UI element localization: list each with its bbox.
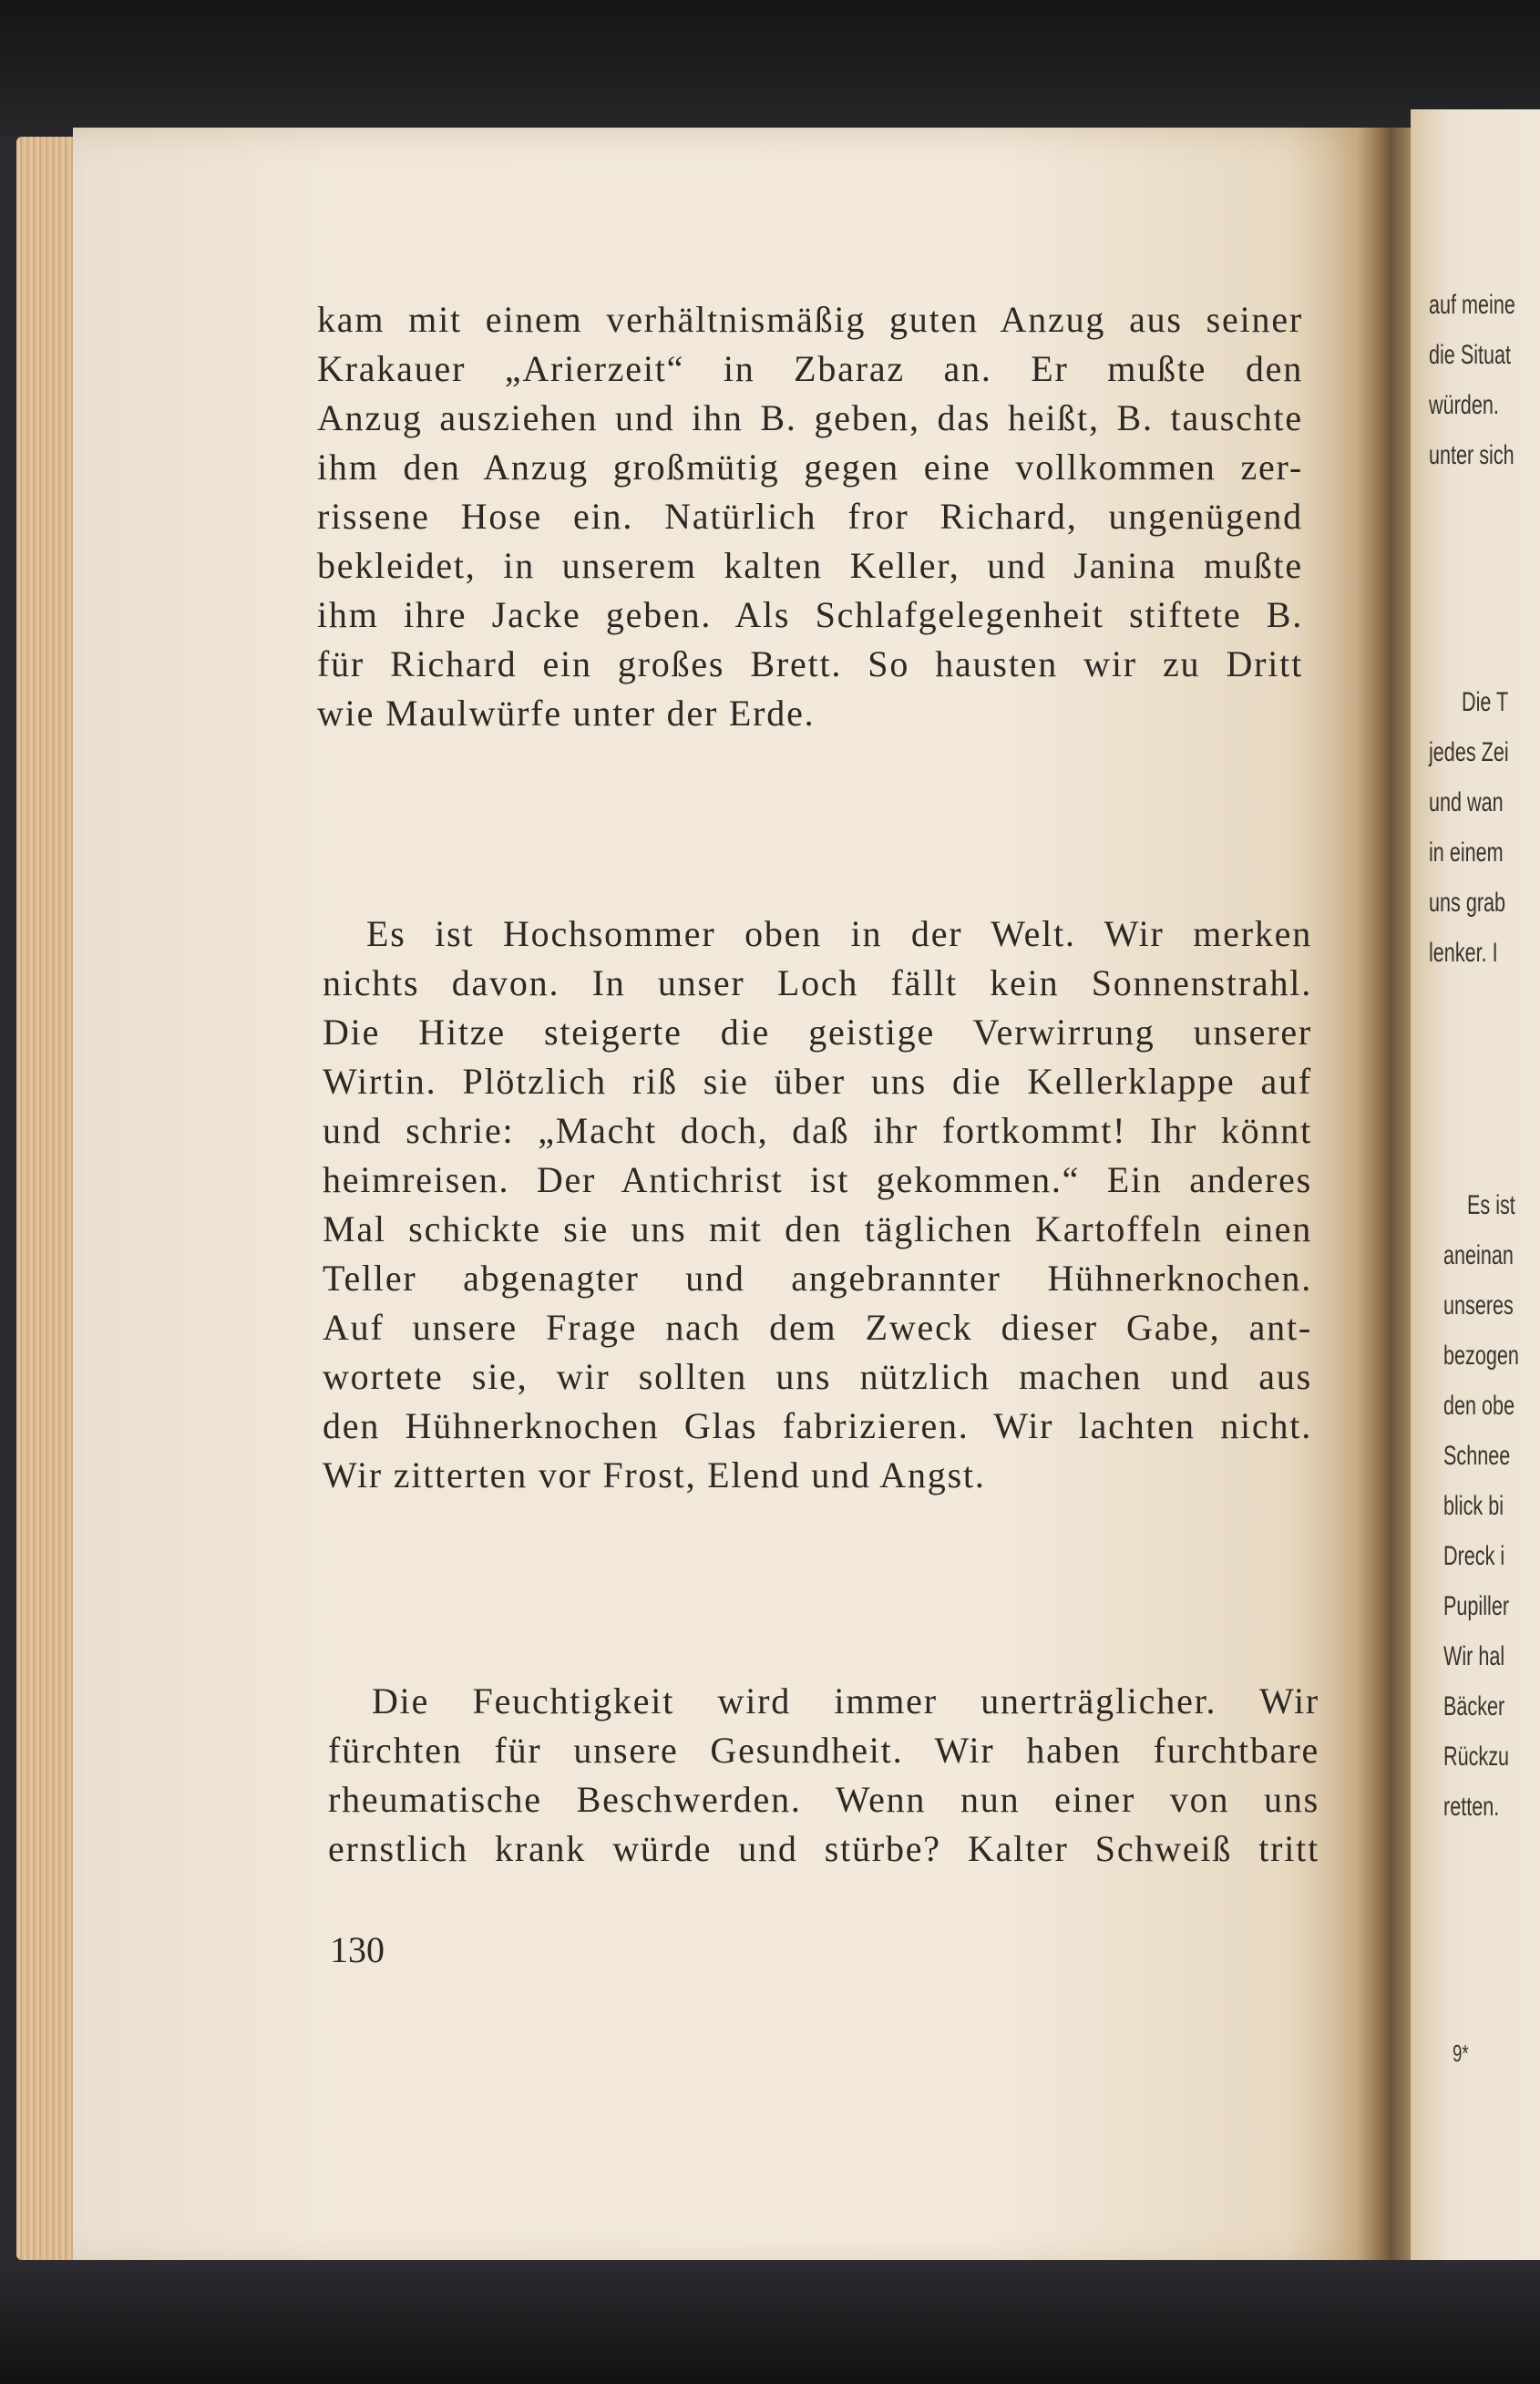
text-line: nichts davon. In unser Loch fällt kein Sonnenstrahl. [323, 962, 1312, 1003]
right-page-text-fragment: würden. [1429, 390, 1499, 420]
right-page-text-fragment: und wan [1429, 787, 1504, 817]
text-line: Die Hitze steigerte die geistige Verwirrung unserer [323, 1012, 1312, 1053]
right-page-text-fragment: auf meine [1429, 290, 1515, 320]
right-page-text-fragment: Wir hal [1443, 1641, 1505, 1671]
right-page-text-fragment: Rückzu [1443, 1742, 1510, 1772]
text-line: kam mit einem verhältnismäßig guten Anzug aus seiner [317, 299, 1303, 340]
text-line: Die Feuchtigkeit wird immer unerträglicher. Wir [372, 1680, 1319, 1721]
text-line: Anzug ausziehen und ihn B. geben, das heißt, B. tauschte [317, 397, 1303, 438]
text-line: bekleidet, in unserem kalten Keller, und Janina mußte [317, 545, 1303, 586]
right-page-text-fragment: in einem [1429, 837, 1504, 868]
text-line: und schrie: „Macht doch, daß ihr fortkommt! Ihr könnt [323, 1110, 1312, 1151]
right-page-text-fragment: Die T [1462, 687, 1509, 717]
right-page-text-fragment: Bäcker [1443, 1691, 1505, 1721]
paragraph-1 [317, 295, 1303, 738]
right-page-text-fragment: retten. [1443, 1792, 1500, 1822]
right-page-text-fragment: jedes Zei [1429, 737, 1509, 767]
right-page-text-fragment: unseres [1443, 1290, 1514, 1320]
right-page-text-fragment: die Situat [1429, 340, 1512, 370]
right-page-text-fragment: den obe [1443, 1391, 1515, 1421]
text-line: heimreisen. Der Antichrist ist gekommen.“ Ein anderes [323, 1159, 1312, 1200]
text-line: den Hühnerknochen Glas fabrizieren. Wir lachten nicht. [323, 1405, 1312, 1446]
right-page-text-fragment: bezogen [1443, 1341, 1519, 1371]
right-page-text-fragment: Dreck i [1443, 1541, 1505, 1571]
text-line: rissene Hose ein. Natürlich fror Richard, ungenügend [317, 496, 1303, 537]
text-line: Wir zitterten vor Frost, Elend und Angst. [323, 1454, 986, 1495]
text-line: ihm den Anzug großmütig gegen eine vollkommen zer- [317, 447, 1303, 488]
text-line: ernstlich krank würde und stürbe? Kalter Schweiß tritt [328, 1828, 1319, 1869]
text-line: für Richard ein großes Brett. So hausten wir zu Dritt [317, 643, 1303, 684]
text-line: Teller abgenagter und angebrannter Hühnerknochen. [323, 1258, 1312, 1299]
text-line: fürchten für unsere Gesundheit. Wir haben furchtbare [328, 1730, 1319, 1771]
text-line: wortete sie, wir sollten uns nützlich machen und aus [323, 1356, 1312, 1397]
right-page-signature-mark: 9* [1453, 2040, 1469, 2067]
paragraph-2 [323, 909, 1312, 1500]
scan-background-bottom [0, 2260, 1540, 2384]
text-line: Wirtin. Plötzlich riß sie über uns die Kellerklappe auf [323, 1061, 1312, 1102]
text-line: Mal schickte sie uns mit den täglichen Kartoffeln einen [323, 1208, 1312, 1249]
page-number: 130 [330, 1929, 385, 1970]
text-line: Krakauer „Arierzeit“ in Zbaraz an. Er mußte den [317, 348, 1303, 389]
text-line: ihm ihre Jacke geben. Als Schlafgelegenheit stiftete B. [317, 594, 1303, 635]
text-line: Es ist Hochsommer oben in der Welt. Wir merken [366, 913, 1312, 954]
right-page [1411, 109, 1540, 2260]
right-page-text-fragment: Schnee [1443, 1441, 1511, 1471]
right-page-text-fragment: Es ist [1467, 1190, 1515, 1220]
right-page-text-fragment: aneinan [1443, 1240, 1514, 1270]
text-line: rheumatische Beschwerden. Wenn nun einer von uns [328, 1779, 1319, 1820]
text-line: Auf unsere Frage nach dem Zweck dieser Gabe, ant- [323, 1307, 1312, 1348]
right-page-text-fragment: lenker. I [1429, 938, 1498, 968]
right-page-text-fragment: unter sich [1429, 440, 1514, 470]
right-page-text-fragment: Pupiller [1443, 1591, 1510, 1621]
paragraph-3 [328, 1677, 1319, 1874]
right-page-text-fragment: uns grab [1429, 888, 1506, 918]
right-page-text-fragment: blick bi [1443, 1491, 1504, 1521]
text-line: wie Maulwürfe unter der Erde. [317, 693, 816, 734]
